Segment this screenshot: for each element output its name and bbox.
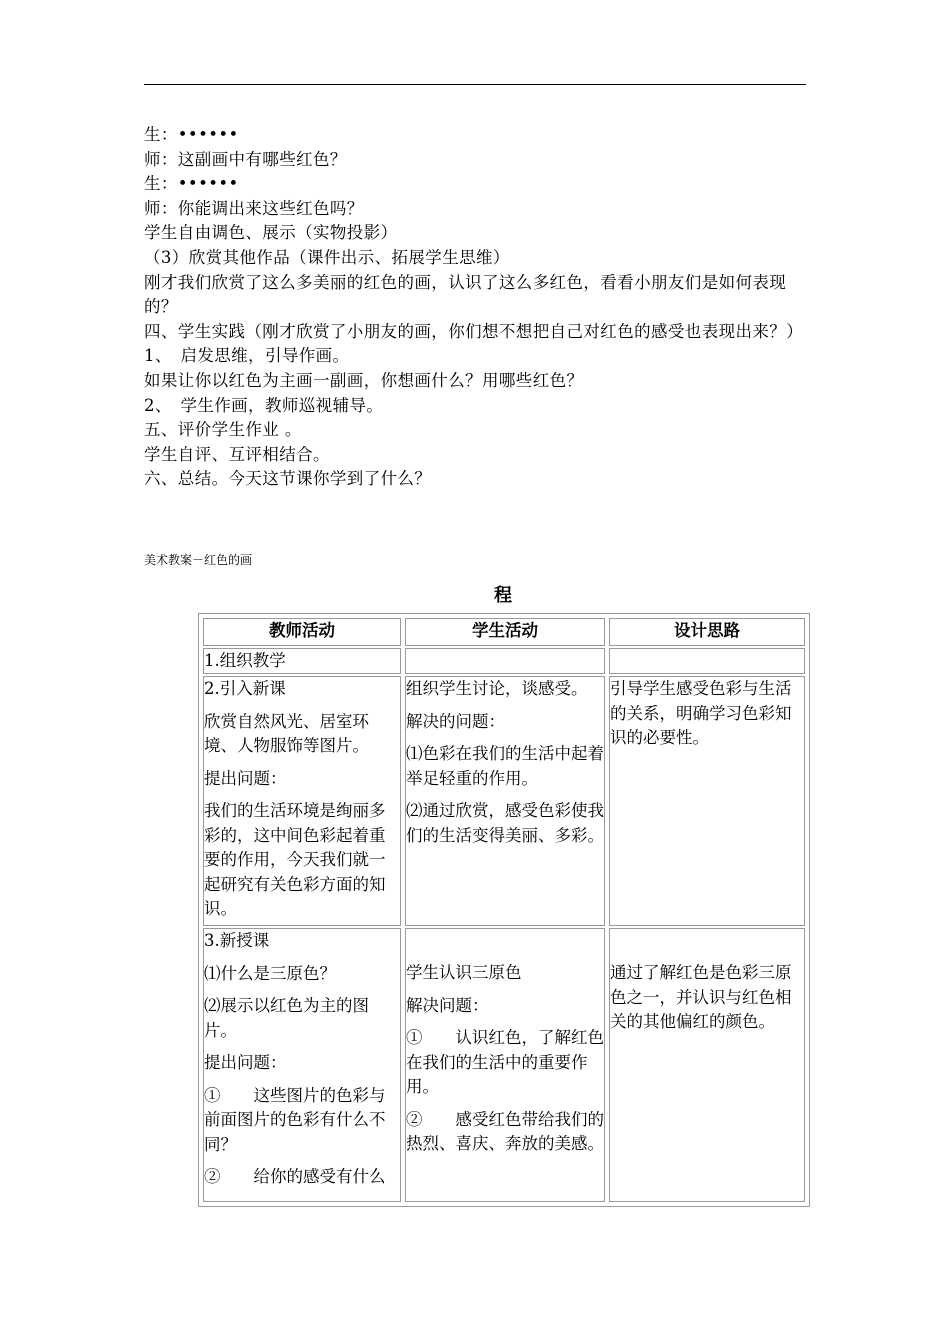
row1-student-cell	[405, 648, 605, 674]
cell-text: 提出问题：	[204, 1053, 287, 1072]
cell-text: 解决问题：	[406, 995, 489, 1015]
cell-text: 学生认识三原色	[406, 963, 522, 982]
cell-text: 提出问题：	[204, 768, 287, 788]
cell-text: 引导学生感受色彩与生活的关系，明确学习色彩知识的必要性。	[610, 679, 792, 747]
header-design-idea: 设计思路	[609, 618, 805, 646]
cell-text: ⑵通过欣赏，感受色彩使我们的生活变得美丽、多彩。	[406, 801, 604, 845]
body-line: 师：这副画中有哪些红色？	[144, 149, 347, 169]
cell-text: ⑴什么是三原色？	[204, 963, 336, 983]
cell-text: 通过了解红色是色彩三原色之一，并认识与红色相关的其他偏红的颜色。	[610, 963, 792, 1031]
row3-teacher-cell	[203, 928, 401, 1202]
body-line: 2、 学生作画，教师巡视辅导。	[144, 395, 384, 415]
cell-text: 解决的问题：	[406, 711, 505, 731]
body-line: 师：你能调出来这些红色吗？	[144, 198, 364, 218]
cell-text: 1.组织教学	[204, 651, 286, 670]
body-line: 六、总结。今天这节课你学到了什么？	[144, 469, 432, 489]
body-line: 生：••••••	[144, 125, 239, 144]
body-line: 如果让你以红色为主画一副画，你想画什么？用哪些红色？	[144, 370, 584, 390]
body-line: 学生自由调色、展示（实物投影）	[144, 223, 398, 243]
header-student-activity: 学生活动	[405, 618, 605, 646]
cell-text: ⑵展示以红色为主的图片。	[204, 996, 369, 1040]
header-teacher-activity: 教师活动	[203, 618, 401, 646]
cell-text: 2.引入新课	[204, 679, 286, 698]
cell-text: 欣赏自然风光、居室环境、人物服饰等图片。	[204, 711, 369, 755]
body-line: 四、学生实践（刚才欣赏了小朋友的画，你们想不想把自己对红色的感受也表现出来？）	[144, 321, 804, 341]
lesson-plan-table	[198, 613, 810, 1207]
cell-text: 我们的生活环境是绚丽多彩的，这中间色彩起着重要的作用，今天我们就一起研究有关色彩方面的知识。	[204, 801, 386, 918]
body-line: 刚才我们欣赏了这么多美丽的红色的画，认识了这么多红色，看看小朋友们是如何表现的？	[144, 272, 787, 317]
header-rule	[144, 84, 806, 85]
row2-teacher-cell	[203, 676, 401, 926]
row1-teacher-cell	[203, 648, 401, 674]
cell-text: ② 给你的感受有什么	[204, 1167, 386, 1186]
cell-text: ① 认识红色，了解红色在我们的生活中的重要作用。	[406, 1028, 604, 1096]
body-line: 学生自评、互评相结合。	[144, 444, 330, 464]
body-line: 生：••••••	[144, 174, 239, 194]
cell-text: ① 这些图片的色彩与前面图片的色彩有什么不同？	[204, 1085, 386, 1154]
row1-design-cell	[609, 648, 805, 674]
table-title: 程	[494, 585, 512, 606]
body-line: 1、 启发思维，引导作画。	[144, 346, 350, 366]
document-footer-title: 美术教案－红色的画	[144, 553, 253, 567]
lesson-body	[144, 123, 814, 492]
row3-student-cell	[405, 928, 605, 1202]
cell-text: 组织学生讨论，谈感受。	[406, 679, 588, 698]
row3-design-cell	[609, 928, 805, 1202]
body-line: 五、评价学生作业 。	[144, 420, 302, 440]
row2-design-cell	[609, 676, 805, 926]
cell-text: ② 感受红色带给我们的热烈、喜庆、奔放的美感。	[406, 1109, 604, 1153]
body-line: （3）欣赏其他作品（课件出示、拓展学生思维）	[144, 247, 510, 267]
row2-student-cell	[405, 676, 605, 926]
cell-text: 3.新授课	[204, 931, 270, 950]
cell-text: ⑴色彩在我们的生活中起着举足轻重的作用。	[406, 744, 604, 788]
